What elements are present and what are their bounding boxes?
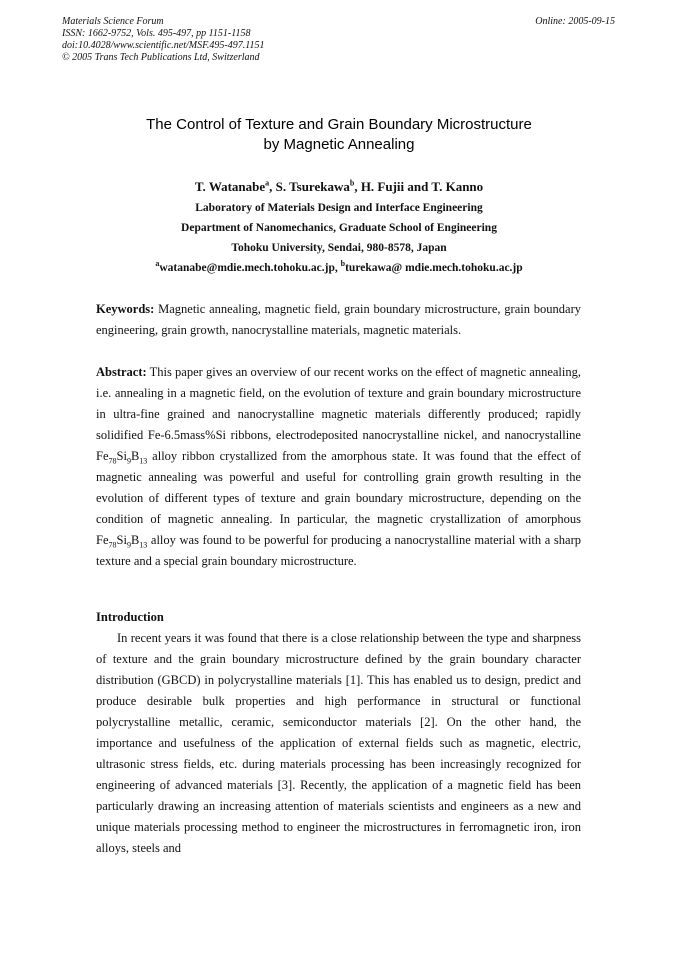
paper-title-line2: by Magnetic Annealing	[263, 136, 415, 153]
paper-title	[0, 115, 678, 155]
formula-element: Si	[116, 533, 127, 547]
author-rest: , H. Fujii and T. Kanno	[354, 179, 484, 194]
formula-subscript: 78	[108, 540, 117, 550]
keywords-label: Keywords:	[96, 302, 155, 316]
journal-issn: ISSN: 1662-9752, Vols. 495-497, pp 1151-1158	[62, 28, 251, 39]
journal-header	[62, 16, 265, 64]
paper-title-line1: The Control of Texture and Grain Boundary Microstructure	[146, 116, 532, 133]
formula-subscript: 78	[108, 456, 117, 466]
formula-element: B	[130, 449, 140, 463]
author-2-affil-mark: b	[349, 178, 355, 188]
formula-subscript: 13	[139, 540, 148, 550]
author-1: T. Watanabe	[194, 179, 266, 194]
abstract-text-3: alloy was found to be powerful for producing a nanocrystalline material with a sharp texture and a special grain boundary microstructure.	[96, 533, 581, 568]
email-a[interactable]: watanabe@mdie.mech.tohoku.ac.jp,	[159, 262, 341, 274]
online-date: Online: 2005-09-15	[535, 16, 615, 27]
author-list	[0, 178, 678, 196]
email-b[interactable]: turekawa@ mdie.mech.tohoku.ac.jp	[345, 262, 523, 274]
email-b-mark: b	[340, 259, 346, 269]
introduction-paragraph: In recent years it was found that there is a close relationship between the type and sharpness of texture and the grain boundary microstructure defined by the grain boundary character distribution (GBCD) in polycrystalline materials [1]. This has enabled us to design, predict and produce desirable bulk properties and high performance in structural or functional polycrystalline metallic, ceramic, semiconductor materials [2]. On the other hand, the importance and usefulness of the application of external fields such as magnetic, electric, ultrasonic stress fields, etc. during materials processing has been increasingly recognized for engineering of advanced materials [3]. Recently, the application of a magnetic field has been particularly drawing an increasing attention of materials scientists and engineers as a new and unique materials processing method to engineer the microstructures in ferromagnetic iron, iron alloys, steels and	[96, 631, 581, 855]
journal-copyright: © 2005 Trans Tech Publications Ltd, Switzerland	[62, 52, 260, 63]
journal-doi: doi:10.4028/www.scientific.net/MSF.495-497.1151	[62, 40, 265, 51]
author-2: , S. Tsurekawa	[269, 179, 350, 194]
email-a-mark: a	[155, 259, 160, 269]
abstract-label: Abstract:	[96, 365, 147, 379]
formula-element: Si	[116, 449, 127, 463]
formula-subscript: 9	[126, 456, 131, 466]
keywords-paragraph	[96, 299, 581, 341]
affiliation-lab: Laboratory of Materials Design and Interface Engineering	[195, 202, 483, 214]
affiliation-univ: Tohoku University, Sendai, 980-8578, Japan	[231, 242, 447, 254]
journal-name: Materials Science Forum	[62, 16, 164, 27]
affiliation-dept: Department of Nanomechanics, Graduate School of Engineering	[181, 222, 497, 234]
abstract-paragraph	[96, 362, 581, 572]
keywords-text: Magnetic annealing, magnetic field, grain boundary microstructure, grain boundary engineering, grain growth, nanocrystalline materials, magnetic materials.	[96, 302, 581, 337]
abstract-text-1: This paper gives an overview of our recent works on the effect of magnetic annealing, i.e. annealing in a magnetic field, on the evolution of texture and grain boundary microstructure in ultra-fine grained and nanocrystalline magnetic materials differently produced; rapidly solidified Fe-6.5mass%Si ribbons, electrodeposited nanocrystalline nickel, and nanocrystalline Fe	[96, 365, 581, 463]
formula-element: B	[130, 533, 140, 547]
formula-subscript: 9	[126, 540, 131, 550]
affiliation-emails	[0, 258, 678, 278]
author-1-affil-mark: a	[265, 178, 270, 188]
formula-subscript: 13	[139, 456, 148, 466]
abstract-text-2: alloy ribbon crystallized from the amorphous state. It was found that the effect of magnetic annealing was powerful and useful for controlling grain growth resulting in the evolution of different types of texture and grain boundary microstructure, depending on the condition of magnetic annealing. In particular, the magnetic crystallization of amorphous Fe	[96, 449, 581, 547]
section-heading-introduction: Introduction	[96, 610, 164, 624]
